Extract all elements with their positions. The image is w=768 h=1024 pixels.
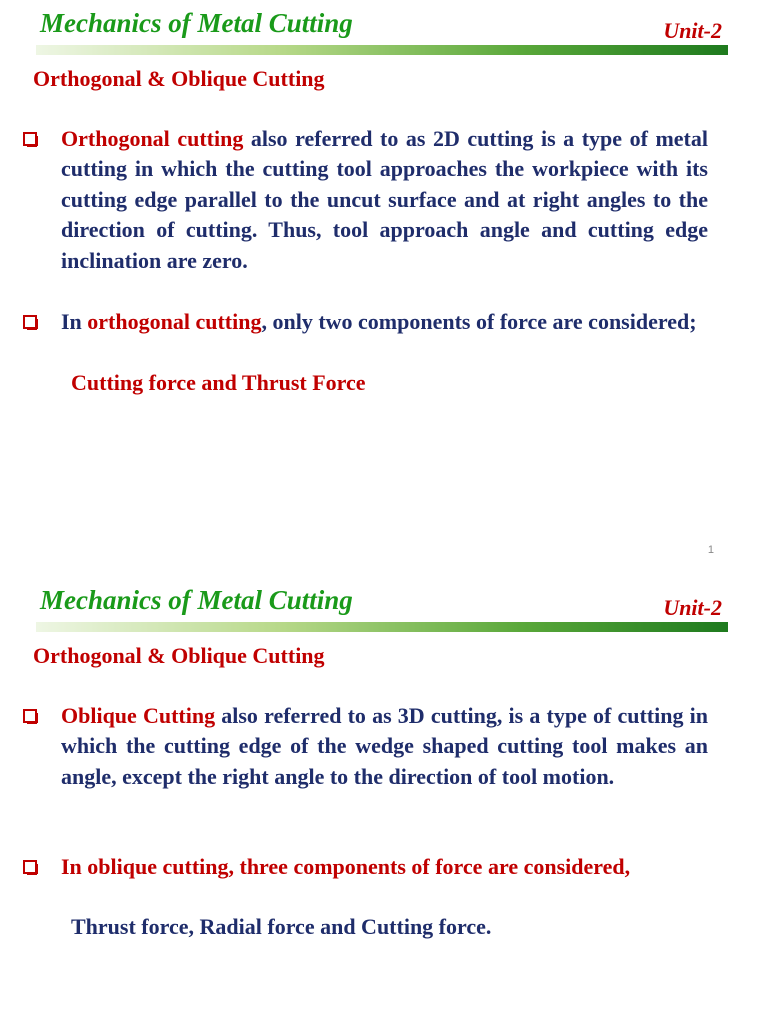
title-divider — [36, 622, 728, 632]
slide-2 — [0, 577, 768, 1024]
bullet-orthogonal-definition — [61, 124, 708, 276]
force-list: Cutting force and Thrust Force — [71, 370, 366, 395]
bullet-text: , only two components of force are considered; — [261, 309, 697, 334]
bullet-oblique-definition — [61, 701, 708, 792]
unit-label: Unit-2 — [663, 595, 722, 620]
bullet-highlight: Orthogonal cutting — [61, 126, 244, 151]
force-list: Thrust force, Radial force and Cutting force. — [71, 914, 492, 939]
bullet-highlight: Oblique Cutting — [61, 703, 216, 728]
title-divider — [36, 45, 728, 55]
checkbox-bullet-icon — [23, 132, 37, 146]
checkbox-bullet-icon — [23, 860, 37, 874]
checkbox-bullet-icon — [23, 315, 37, 329]
slide-subtitle: Orthogonal & Oblique Cutting — [33, 643, 325, 668]
slide-subtitle: Orthogonal & Oblique Cutting — [33, 66, 325, 91]
slide-title: Mechanics of Metal Cutting — [40, 585, 353, 615]
bullet-oblique-forces — [61, 852, 708, 882]
bullet-orthogonal-forces — [61, 307, 708, 337]
bullet-prefix: In — [61, 309, 88, 334]
bullet-text: In oblique cutting, three components of force are considered, — [61, 854, 631, 879]
slide-title: Mechanics of Metal Cutting — [40, 8, 353, 38]
checkbox-bullet-icon — [23, 709, 37, 723]
bullet-text: also referred to as 3D cutting, is a type of cutting in which the cutting edge of the wedge shaped cutting tool makes an angle, except the right angle to the direction of tool motion. — [61, 703, 708, 789]
bullet-text: also referred to as 2D cutting is a type of metal cutting in which the cutting tool approaches the workpiece with its cutting edge parallel to the uncut surface and at right angles to the direction of cutting. Thus, tool approach angle and cutting edge inclination are zero. — [61, 126, 708, 273]
unit-label: Unit-2 — [663, 18, 722, 43]
bullet-highlight: orthogonal cutting — [87, 309, 262, 334]
page-number: 1 — [707, 544, 714, 556]
